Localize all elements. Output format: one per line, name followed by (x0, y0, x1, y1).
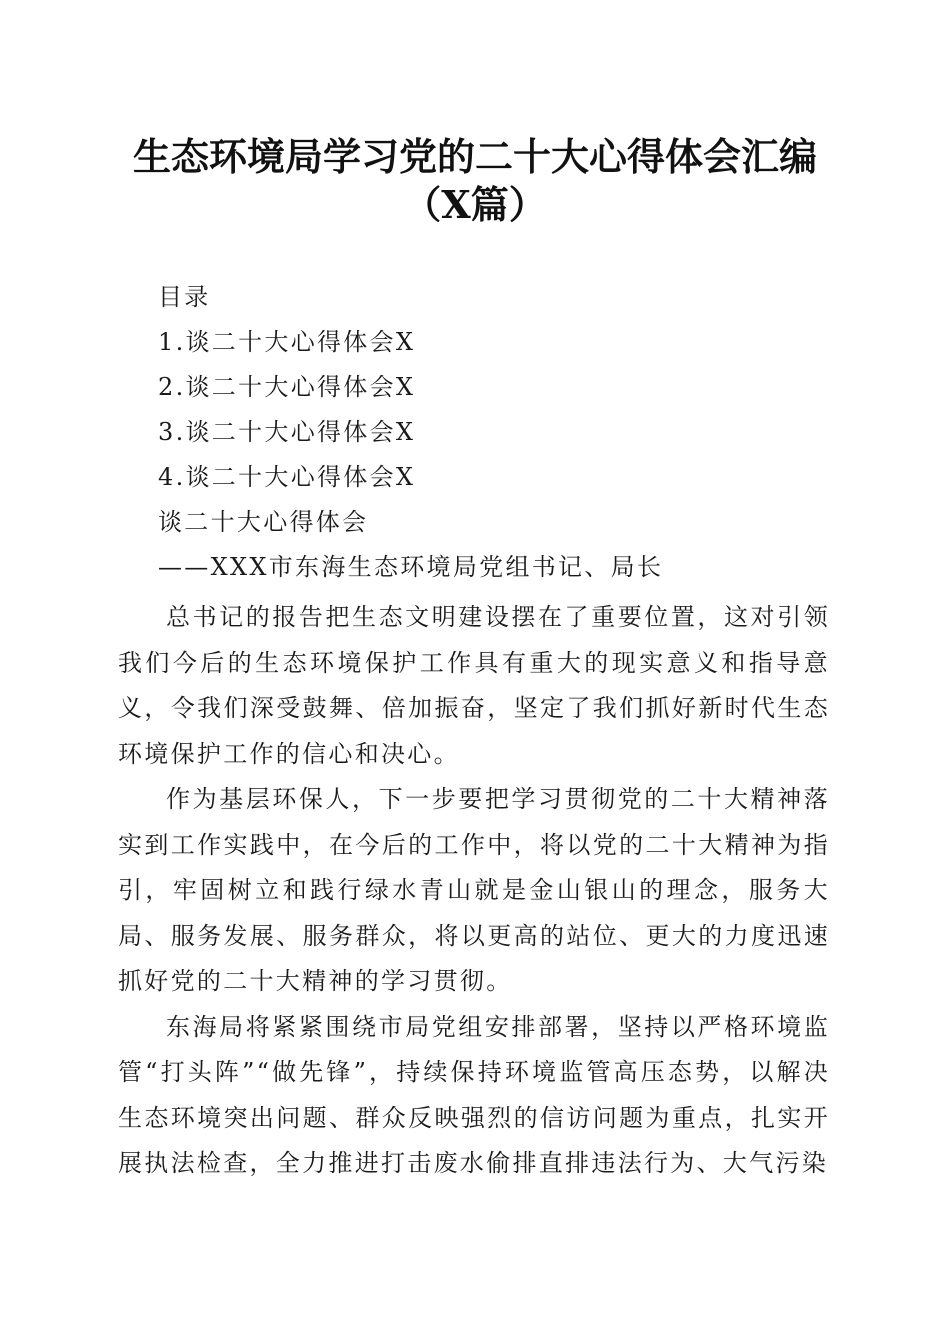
article-byline: ——XXX市东海生态环境局党组书记、局长 (158, 553, 664, 581)
toc-item: 2.谈二十大心得体会X (158, 373, 416, 401)
table-of-contents (158, 280, 858, 595)
toc-item: 3.谈二十大心得体会X (158, 418, 416, 446)
paragraph: 东海局将紧紧围绕市局党组安排部署，坚持以严格环境监管“打头阵”“做先锋”，持续保持环境监管高压态势，以解决生态环境突出问题、群众反映强烈的信访问题为重点，扎实开展执法检查，全力推进打击废水偷排直排违法行为、大气污染 (118, 1012, 830, 1177)
toc-heading: 目录 (158, 283, 211, 311)
paragraph: 总书记的报告把生态文明建设摆在了重要位置，这对引领我们今后的生态环境保护工作具有重大的现实意义和指导意义，令我们深受鼓舞、倍加振奋，坚定了我们抓好新时代生态环境保护工作的信心和决心。 (118, 603, 830, 768)
toc-item: 4.谈二十大心得体会X (158, 463, 416, 491)
article-body (118, 595, 830, 1187)
article-title: 谈二十大心得体会 (158, 508, 369, 536)
toc-item: 1.谈二十大心得体会X (158, 328, 416, 356)
document-title: 生态环境局学习党的二十大心得体会汇编（X篇） (132, 134, 817, 227)
paragraph: 作为基层环保人，下一步要把学习贯彻党的二十大精神落实到工作实践中，在今后的工作中，将以党的二十大精神为指引，牢固树立和践行绿水青山就是金山银山的理念，服务大局、服务发展、服务群众，将以更高的站位、更大的力度迅速抓好党的二十大精神的学习贯彻。 (118, 785, 830, 995)
